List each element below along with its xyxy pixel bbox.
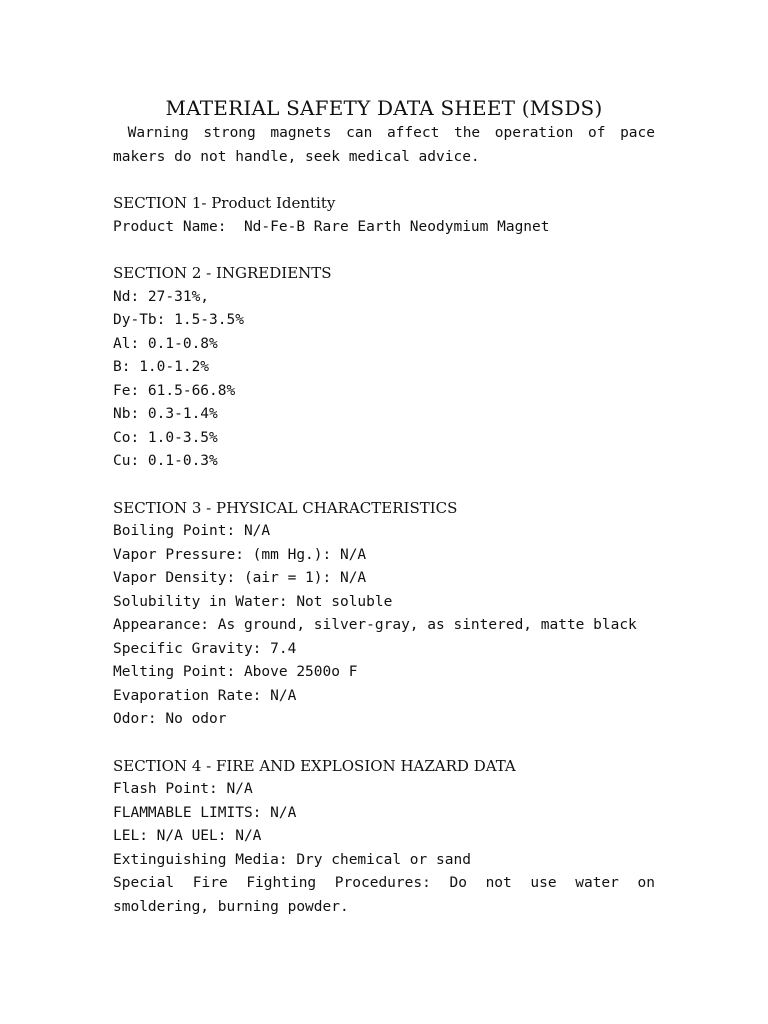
list-item: Solubility in Water: Not soluble [113,593,393,610]
list-item: Odor: No odor [113,711,227,727]
list-item: Fe: 61.5-66.8% [113,382,236,399]
list-item: LEL: N/A UEL: N/A [113,828,262,844]
warning-text: Warning strong magnets can affect the operation of pace makers do not handle, seek medical advice. [113,125,664,165]
list-item: Nb: 0.3-1.4% [113,406,218,422]
list-item: Specific Gravity: 7.4 [113,640,297,657]
section-heading: SECTION 2 - INGREDIENTS [113,264,332,282]
section-items [113,778,655,919]
list-item: Flash Point: N/A [113,781,253,797]
list-item: FLAMMABLE LIMITS: N/A [113,804,297,821]
list-item: Nd: 27-31%, [113,288,210,305]
list-item: Melting Point: Above 2500o F [113,664,358,680]
document-body [113,94,664,919]
list-item: Appearance: As ground, silver-gray, as sintered, matte black [113,617,637,633]
list-item: B: 1.0-1.2% [113,359,210,375]
list-item: Cu: 0.1-0.3% [113,453,218,469]
section-heading: SECTION 1- Product Identity [113,194,336,212]
section-heading: SECTION 4 - FIRE AND EXPLOSION HAZARD DATA [113,756,516,775]
list-item: Special Fire Fighting Procedures: Do not use water on smoldering, burning powder. [113,875,655,915]
section-4-fire-explosion-hazard [113,755,655,920]
section-1-product-identity [113,192,655,239]
list-item: Co: 1.0-3.5% [113,429,218,446]
section-2-ingredients [113,262,655,474]
list-item: Boiling Point: N/A [113,523,271,539]
section-3-physical-characteristics [113,497,655,732]
list-item: Product Name: Nd-Fe-B Rare Earth Neodymium Magnet [113,218,550,235]
list-item: Dy-Tb: 1.5-3.5% [113,312,244,328]
list-item: Extinguishing Media: Dry chemical or sand [113,851,471,868]
list-item: Vapor Pressure: (mm Hg.): N/A [113,546,367,563]
list-item: Vapor Density: (air = 1): N/A [113,570,367,586]
section-items [113,520,655,732]
section-items [113,216,655,240]
section-items [113,286,655,474]
section-heading: SECTION 3 - PHYSICAL CHARACTERISTICS [113,498,458,517]
document-title: MATERIAL SAFETY DATA SHEET (MSDS) [165,96,603,120]
list-item: Al: 0.1-0.8% [113,335,218,352]
list-item: Evaporation Rate: N/A [113,687,297,704]
